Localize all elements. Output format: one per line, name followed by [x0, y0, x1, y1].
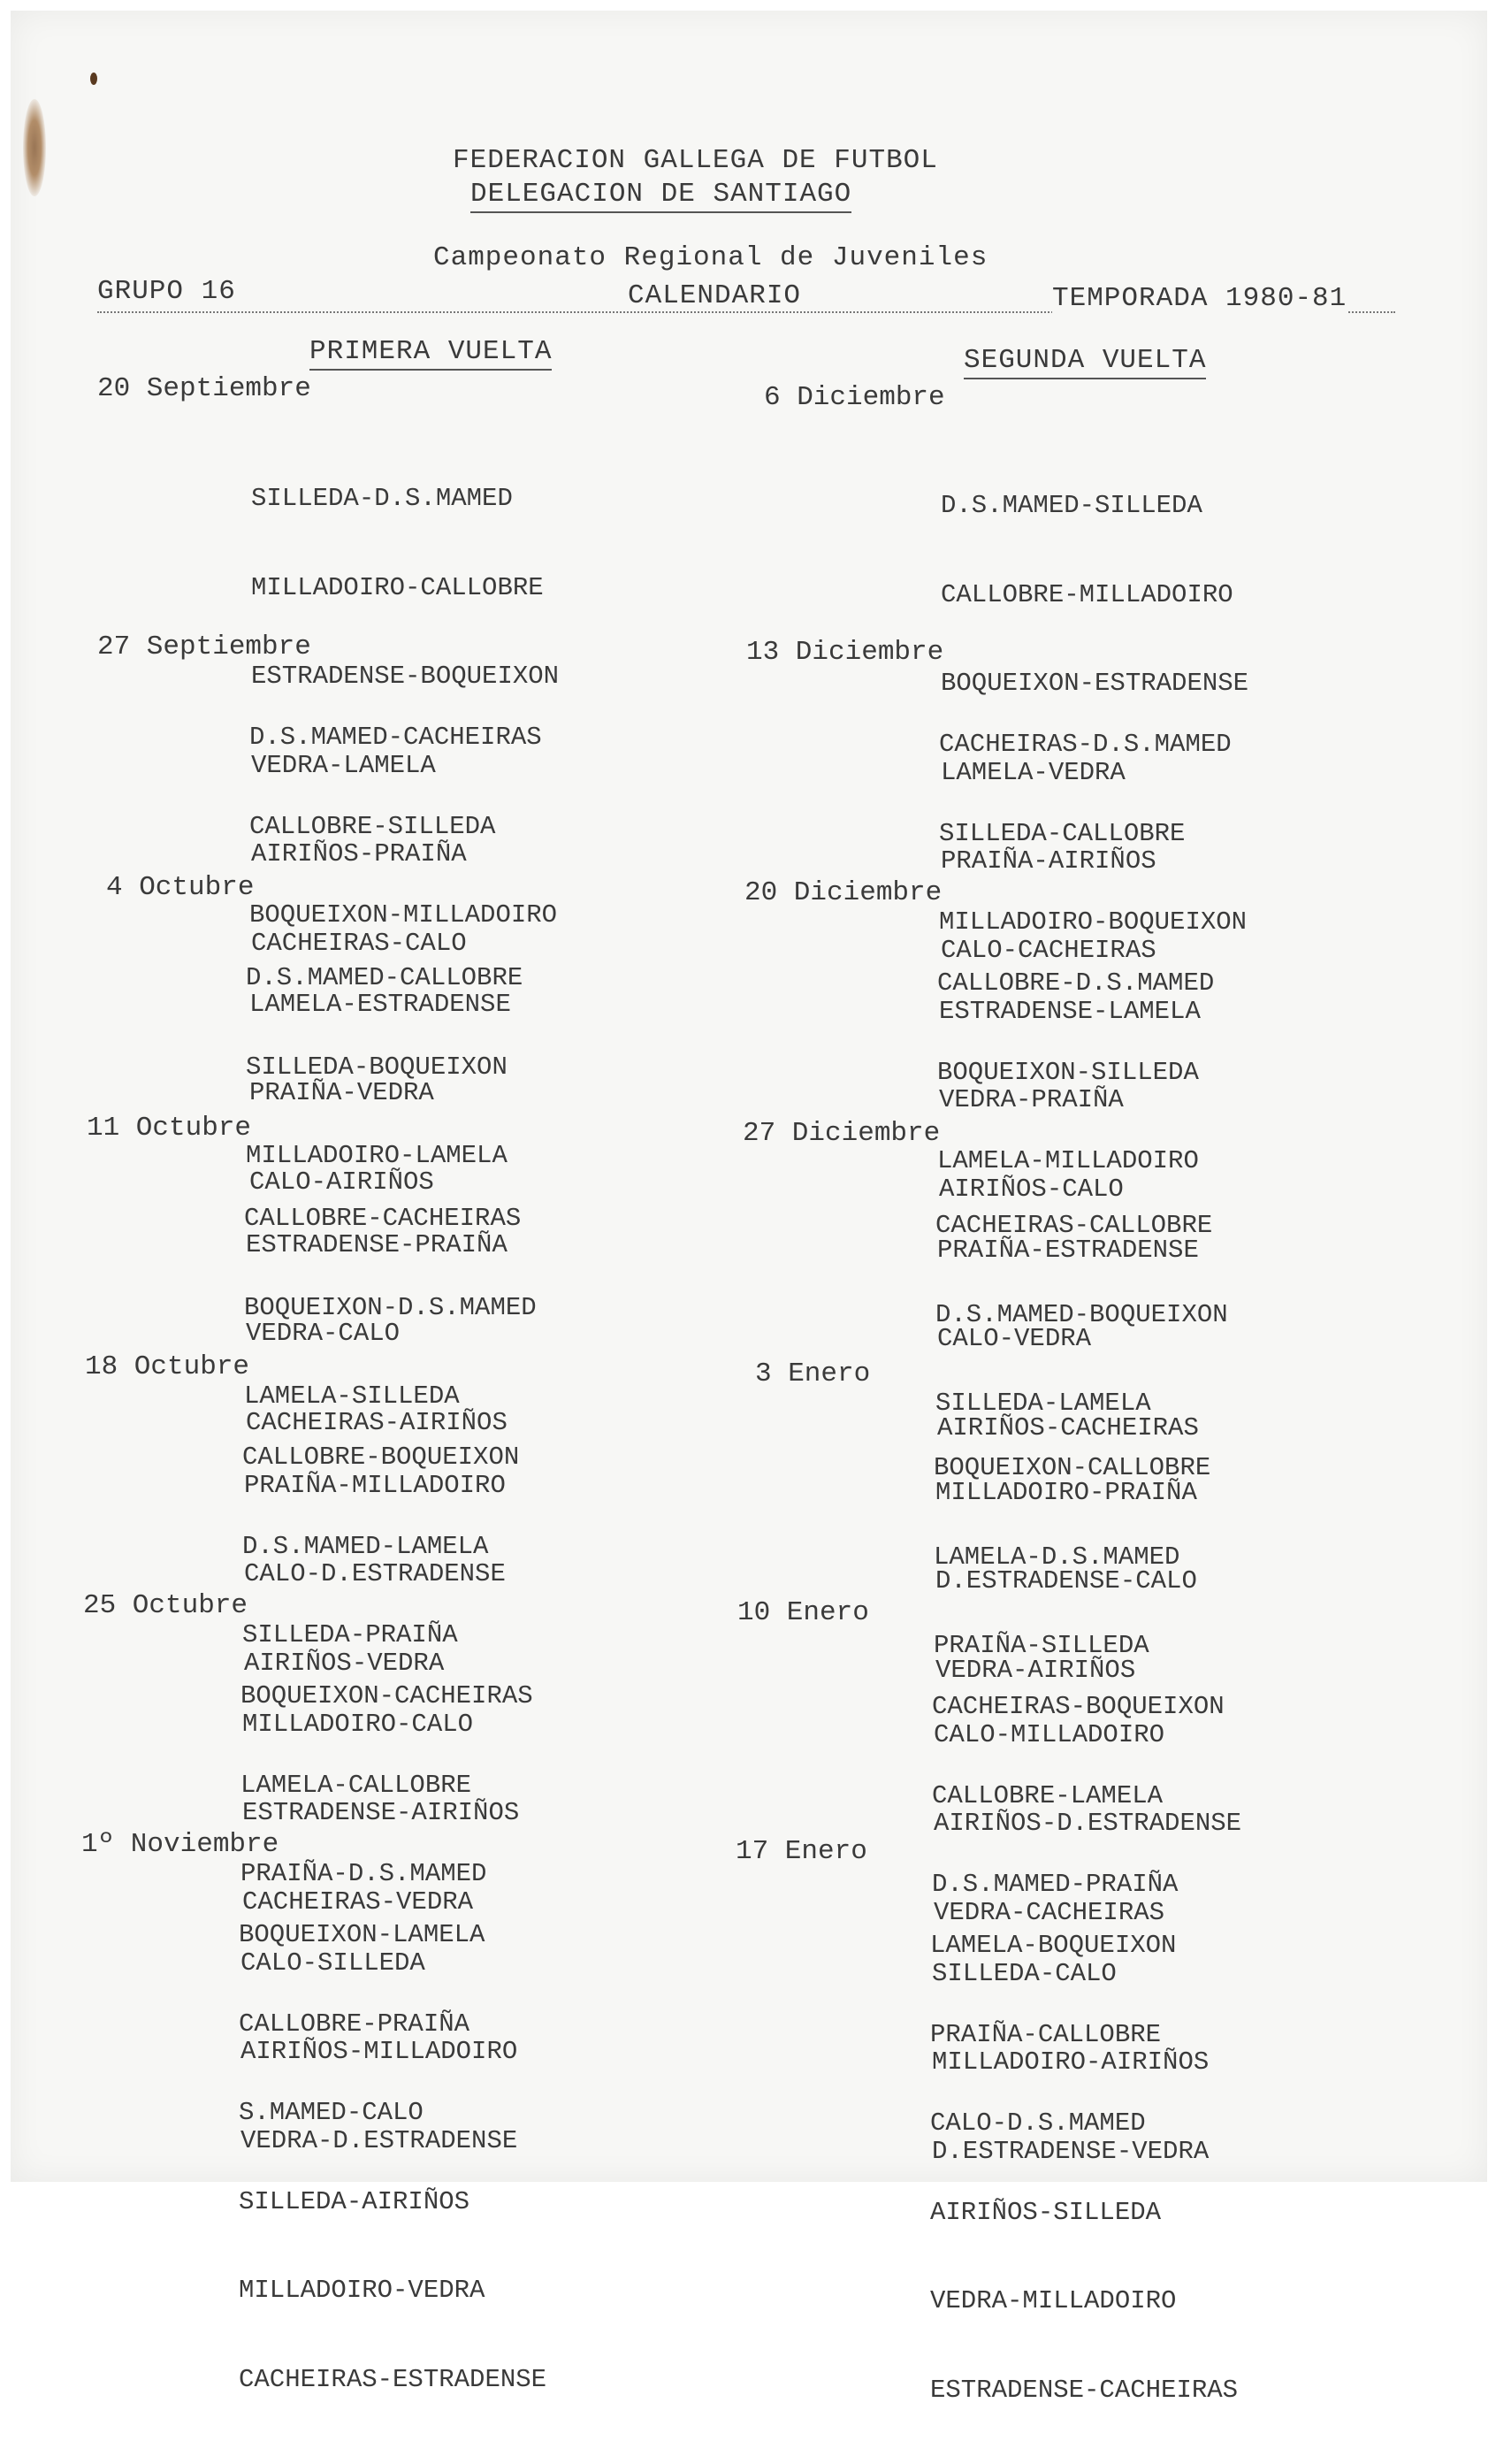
fixture: CALLOBRE-PRAIÑA: [239, 2009, 470, 2039]
fixture: CALO-AIRIÑOS: [249, 1167, 434, 1197]
match-date: 20 Septiembre: [97, 373, 311, 404]
fixture: AIRIÑOS-PRAIÑA: [251, 839, 467, 869]
fixture: SILLEDA-LAMELA: [935, 1389, 1151, 1418]
fixture: SILLEDA-D.S.MAMED: [251, 484, 513, 513]
fixture: CACHEIRAS-VEDRA: [242, 1886, 474, 1917]
fixture: MILLADOIRO-CALO: [242, 1709, 474, 1739]
fixture: BOQUEIXON-D.S.MAMED: [244, 1292, 537, 1322]
fixture: CALO-SILLEDA: [240, 1947, 425, 1978]
fixture: CALLOBRE-MILLADOIRO: [941, 579, 1233, 609]
match-date: 20 Diciembre: [744, 877, 943, 908]
fixture: VEDRA-D.ESTRADENSE: [240, 2125, 518, 2155]
fixture: SILLEDA-CALO: [932, 1958, 1117, 1988]
fixture: CACHEIRAS-CALLOBRE: [935, 1211, 1213, 1240]
fixture: CALO-D.S.MAMED: [930, 2108, 1146, 2138]
fixture: MILLADOIRO-AIRIÑOS: [932, 2047, 1210, 2077]
fixture: CALLOBRE-SILLEDA: [249, 811, 496, 841]
fixture: D.S.MAMED-BOQUEIXON: [935, 1299, 1228, 1329]
fixture: CACHEIRAS-CALO: [251, 928, 467, 958]
fixture: BOQUEIXON-CACHEIRAS: [240, 1681, 533, 1710]
fixture: LAMELA-CALLOBRE: [240, 1770, 472, 1800]
paper-stain-dot: [90, 73, 97, 85]
first-round-title: PRIMERA VUELTA: [309, 336, 552, 371]
fixture: AIRIÑOS-CALO: [939, 1174, 1124, 1204]
document-page: [11, 11, 1487, 2405]
second-round-title: SEGUNDA VUELTA: [964, 345, 1206, 379]
fixture: PRAIÑA-VEDRA: [249, 1078, 434, 1107]
fixture: AIRIÑOS-MILLADOIRO: [240, 2037, 518, 2066]
fixture: VEDRA-AIRIÑOS: [935, 1655, 1136, 1685]
fixture: ESTRADENSE-CACHEIRAS: [930, 2375, 1239, 2405]
fixture: LAMELA-BOQUEIXON: [930, 1931, 1177, 1960]
fixture: PRAIÑA-CALLOBRE: [930, 2019, 1162, 2049]
fixture: MILLADOIRO-CALLOBRE: [251, 572, 544, 602]
fixture: MILLADOIRO-LAMELA: [246, 1141, 508, 1170]
fixture: BOQUEIXON-LAMELA: [239, 1920, 485, 1949]
federation-title: FEDERACION GALLEGA DE FUTBOL: [453, 145, 938, 176]
fixture: D.S.MAMED-LAMELA: [242, 1531, 489, 1561]
fixture: LAMELA-D.S.MAMED: [934, 1542, 1180, 1572]
fixture: VEDRA-PRAIÑA: [939, 1085, 1124, 1114]
fixture: CACHEIRAS-BOQUEIXON: [932, 1692, 1225, 1721]
fixture: D.S.MAMED-PRAIÑA: [932, 1870, 1179, 1899]
fixture: ESTRADENSE-LAMELA: [939, 996, 1201, 1026]
fixture: VEDRA-CALO: [246, 1319, 401, 1348]
fixture: LAMELA-ESTRADENSE: [249, 989, 511, 1019]
match-date: 17 Enero: [736, 1836, 867, 1867]
match-date: 27 Diciembre: [743, 1118, 941, 1149]
match-date: 3 Enero: [755, 1358, 871, 1389]
match-date: 11 Octubre: [87, 1113, 252, 1144]
fixture: AIRIÑOS-VEDRA: [244, 1648, 445, 1678]
fixture: CALO-CACHEIRAS: [941, 935, 1156, 965]
fixture: BOQUEIXON-SILLEDA: [937, 1057, 1199, 1087]
fixture: VEDRA-LAMELA: [251, 750, 436, 780]
fixture: CACHEIRAS-ESTRADENSE: [239, 2364, 547, 2394]
fixture: D.ESTRADENSE-VEDRA: [932, 2136, 1210, 2166]
fixture: CALLOBRE-BOQUEIXON: [242, 1442, 520, 1472]
match-date: 4 Octubre: [106, 872, 255, 903]
fixture: SILLEDA-AIRIÑOS: [239, 2186, 470, 2216]
fixture: MILLADOIRO-BOQUEIXON: [939, 907, 1248, 937]
fixture: CACHEIRAS-D.S.MAMED: [939, 730, 1232, 759]
match-date: 27 Septiembre: [97, 631, 311, 662]
match-date: 6 Diciembre: [764, 382, 945, 413]
match-date: 18 Octubre: [85, 1351, 250, 1382]
fixture: S.MAMED-CALO: [239, 2098, 424, 2127]
match-date: 10 Enero: [737, 1597, 869, 1628]
fixture: D.ESTRADENSE-CALO: [935, 1566, 1197, 1595]
fixture: BOQUEIXON-ESTRADENSE: [941, 669, 1249, 698]
fixture: SILLEDA-PRAIÑA: [242, 1620, 458, 1649]
match-date: 25 Octubre: [83, 1590, 248, 1621]
championship-title: Campeonato Regional de Juveniles: [433, 242, 988, 273]
fixture: PRAIÑA-D.S.MAMED: [240, 1859, 487, 1888]
fixture: CALLOBRE-LAMELA: [932, 1780, 1164, 1810]
fixture: CALO-MILLADOIRO: [934, 1719, 1165, 1749]
calendar-label: CALENDARIO: [628, 280, 802, 311]
fixture: ESTRADENSE-BOQUEIXON: [251, 662, 560, 691]
match-date: 1º Noviembre: [81, 1829, 279, 1860]
fixture-list: [930, 1871, 1238, 2464]
fixture: BOQUEIXON-CALLOBRE: [934, 1453, 1211, 1482]
fixture: LAMELA-MILLADOIRO: [937, 1146, 1199, 1175]
fixture: LAMELA-VEDRA: [941, 757, 1126, 787]
fixture: CALLOBRE-D.S.MAMED: [937, 968, 1215, 998]
fixture: AIRIÑOS-SILLEDA: [930, 2197, 1162, 2227]
delegation-title: DELEGACION DE SANTIAGO: [470, 179, 851, 213]
fixture: LAMELA-SILLEDA: [244, 1381, 460, 1411]
paper-stain: [23, 99, 46, 196]
fixture: PRAIÑA-ESTRADENSE: [937, 1235, 1199, 1265]
fixture: ESTRADENSE-PRAIÑA: [246, 1229, 508, 1259]
fixture: D.S.MAMED-SILLEDA: [941, 491, 1202, 520]
fixture: CALO-D.ESTRADENSE: [244, 1559, 506, 1588]
fixture: VEDRA-CACHEIRAS: [934, 1897, 1165, 1927]
fixture: SILLEDA-BOQUEIXON: [246, 1052, 508, 1082]
fixture: CALO-VEDRA: [937, 1324, 1092, 1353]
fixture: AIRIÑOS-D.ESTRADENSE: [934, 1809, 1242, 1838]
fixture-list: [239, 1861, 546, 2453]
fixture: AIRIÑOS-CACHEIRAS: [937, 1412, 1199, 1442]
fixture: PRAIÑA-MILLADOIRO: [244, 1470, 506, 1500]
fixture: PRAIÑA-AIRIÑOS: [941, 846, 1156, 876]
fixture: CACHEIRAS-AIRIÑOS: [246, 1407, 508, 1437]
fixture: D.S.MAMED-CALLOBRE: [246, 963, 523, 992]
fixture: BOQUEIXON-MILLADOIRO: [249, 900, 558, 930]
fixture: CALLOBRE-CACHEIRAS: [244, 1204, 522, 1233]
season-label: TEMPORADA 1980-81: [1052, 283, 1347, 314]
fixture: MILLADOIRO-VEDRA: [239, 2276, 485, 2305]
fixture: SILLEDA-CALLOBRE: [939, 818, 1186, 848]
fixture: PRAIÑA-SILLEDA: [934, 1631, 1149, 1660]
match-date: 13 Diciembre: [746, 637, 944, 668]
fixture: D.S.MAMED-CACHEIRAS: [249, 723, 542, 752]
group-label: GRUPO 16: [97, 276, 236, 307]
fixture: MILLADOIRO-PRAIÑA: [935, 1477, 1197, 1507]
fixture: ESTRADENSE-AIRIÑOS: [242, 1798, 520, 1827]
fixture: VEDRA-MILLADOIRO: [930, 2286, 1177, 2315]
